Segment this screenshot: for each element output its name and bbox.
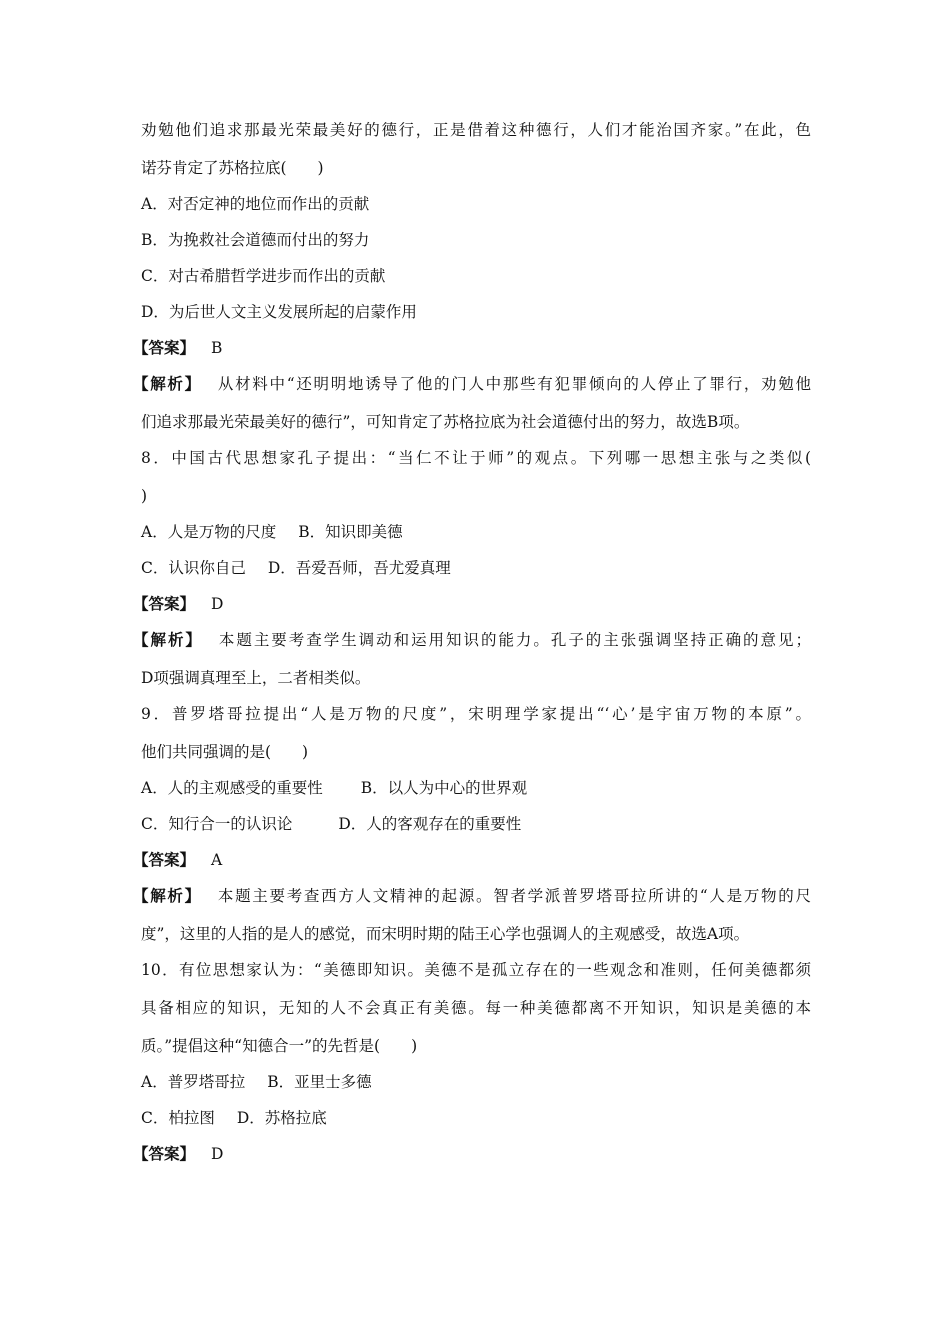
q10-stem-line-1: 10．有位思想家认为：“美德即知识。美德不是孤立存在的一些观念和准则，任何美德都须 [141,961,811,979]
q9-analysis-line-1 [133,884,811,908]
q7-option-a: A．对否定神的地位而作出的贡献 [141,195,370,213]
q7-option-d: D．为后世人文主义发展所起的启蒙作用 [141,303,417,321]
q9-stem-line-2: 他们共同强调的是( ) [141,743,309,761]
q9-analysis-label: 【解析】 [133,886,202,905]
q8-option-b: B．知识即美德 [298,523,403,541]
q10-option-b: B．亚里士多德 [267,1073,372,1091]
q8-answer [133,592,811,616]
q9-option-c: C．知行合一的认识论 [141,815,293,833]
q7-analysis-line-2: 们追求那最光荣最美好的德行”，可知肯定了苏格拉底为社会道德付出的努力，故选B项。 [141,413,750,431]
q10-answer-value: D [211,1145,224,1163]
q7-option-b: B．为挽救社会道德而付出的努力 [141,231,370,249]
q9-stem-line-1: 9．普罗塔哥拉提出“人是万物的尺度”，宋明理学家提出“‘心’是宇宙万物的本原”。 [141,705,811,723]
q8-option-d: D．吾爱吾师，吾尤爱真理 [267,559,451,577]
q8-analysis-text-1: 本题主要考查学生调动和运用知识的能力。孔子的主张强调坚持正确的意见； [218,631,811,649]
q8-options-row-2 [141,556,811,580]
q9-options-row-2 [141,812,811,836]
q9-answer-label: 【答案】 [133,850,196,869]
q10-options-row-1 [141,1070,811,1094]
q7-answer [133,336,811,360]
q10-option-a: A．普罗塔哥拉 [141,1073,246,1091]
q8-analysis-label: 【解析】 [133,630,203,649]
document-body [133,118,811,1178]
q8-stem-line-1: 8．中国古代思想家孔子提出：“当仁不让于师”的观点。下列哪一思想主张与之类似( [141,449,811,467]
q8-options-row-1 [141,520,811,544]
q10-stem-line-3: 质。”提倡这种“知德合一”的先哲是( ) [141,1037,418,1055]
q10-answer-label: 【答案】 [133,1144,196,1163]
q8-option-c: C．认识你自己 [141,559,246,577]
q7-stem-line-2: 诺芬肯定了苏格拉底( ) [141,159,324,177]
q9-option-d: D．人的客观存在的重要性 [338,815,522,833]
q9-answer [133,848,811,872]
q8-stem-line-2: ) [141,487,148,505]
q7-answer-label: 【答案】 [133,338,196,357]
q9-option-b: B．以人为中心的世界观 [360,779,528,797]
q9-analysis-line-2: 度”，这里的人指的是人的感觉，而宋明时期的陆王心学也强调人的主观感受，故选A项。 [141,925,750,943]
q7-analysis-line-1 [133,372,811,396]
q7-option-c: C．对古希腊哲学进步而作出的贡献 [141,267,386,285]
q10-options-row-2 [141,1106,811,1130]
q8-option-a: A．人是万物的尺度 [141,523,277,541]
q8-analysis-line-1 [133,628,811,652]
q8-analysis-line-2: D项强调真理至上，二者相类似。 [141,669,371,687]
q9-analysis-text-1: 本题主要考查西方人文精神的起源。智者学派普罗塔哥拉所讲的“人是万物的尺 [217,887,811,905]
q10-option-c: C．柏拉图 [141,1109,215,1127]
q10-option-d: D．苏格拉底 [236,1109,327,1127]
q9-options-row-1 [141,776,811,800]
q7-stem-line-1: 劝勉他们追求那最光荣最美好的德行，正是借着这种德行，人们才能治国齐家。”在此，色 [141,121,811,139]
q7-analysis-text-1: 从材料中“还明明地诱导了他的门人中那些有犯罪倾向的人停止了罪行，劝勉他 [217,375,811,393]
q8-answer-label: 【答案】 [133,594,196,613]
q10-answer [133,1142,811,1166]
q7-answer-value: B [211,339,223,357]
q10-stem-line-2: 具备相应的知识，无知的人不会真正有美德。每一种美德都离不开知识，知识是美德的本 [141,999,811,1017]
q9-answer-value: A [211,851,223,869]
q9-option-a: A．人的主观感受的重要性 [141,779,323,797]
q7-analysis-label: 【解析】 [133,374,202,393]
q8-answer-value: D [211,595,224,613]
